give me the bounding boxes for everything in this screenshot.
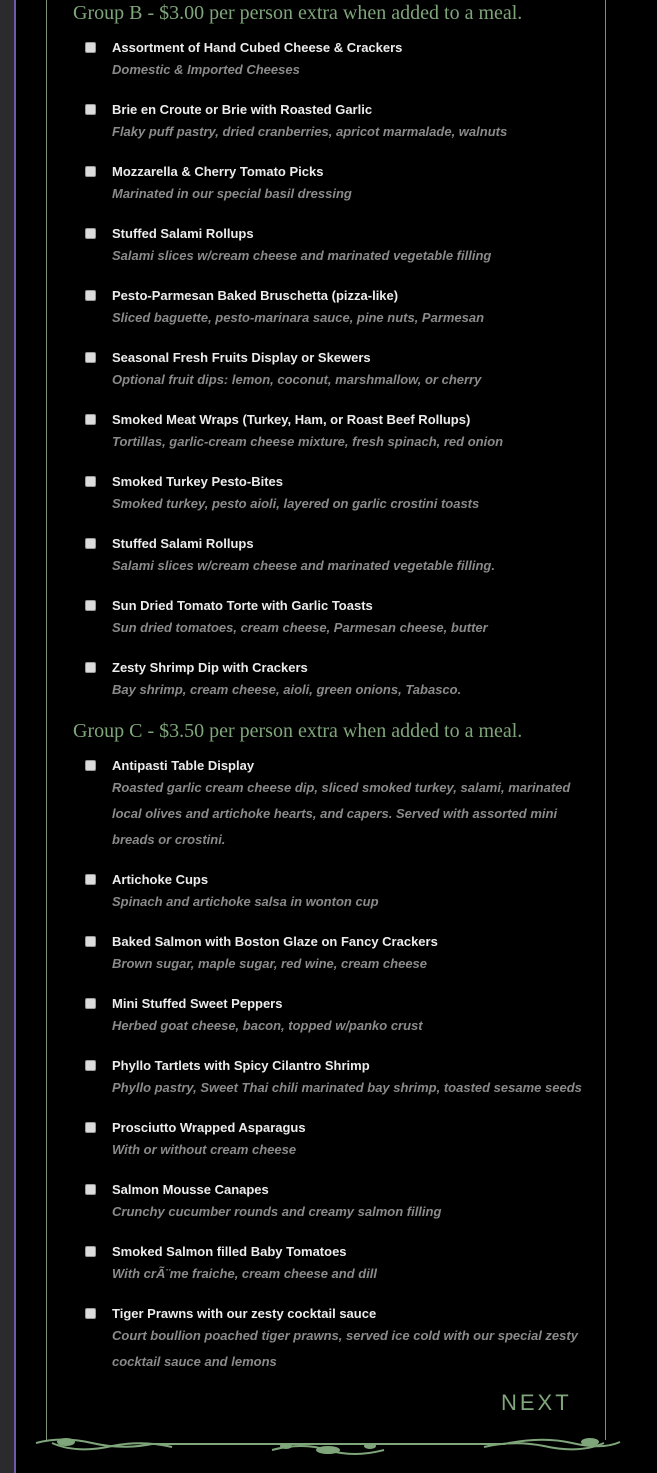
item-checkbox[interactable] — [85, 42, 96, 53]
item-checkbox[interactable] — [85, 874, 96, 885]
item-description: Court boullion poached tiger prawns, served ice cold with our special zesty cocktail sauce and lemons — [112, 1328, 578, 1369]
item-title: Salmon Mousse Canapes — [112, 1182, 269, 1197]
item-title: Mini Stuffed Sweet Peppers — [112, 996, 283, 1011]
item-description: Optional fruit dips: lemon, coconut, marshmallow, or cherry — [112, 372, 482, 387]
item-title: Brie en Croute or Brie with Roasted Garlic — [112, 102, 373, 117]
item-title: Stuffed Salami Rollups — [112, 226, 254, 241]
item-checkbox[interactable] — [85, 166, 96, 177]
item-title: Stuffed Salami Rollups — [112, 536, 254, 551]
item-checkbox[interactable] — [85, 1246, 96, 1257]
item-title: Tiger Prawns with our zesty cocktail sauce — [112, 1306, 377, 1321]
group-b-heading: Group B - $3.00 per person extra when added to a meal. — [73, 2, 523, 24]
menu-panel — [46, 0, 606, 1440]
item-checkbox[interactable] — [85, 414, 96, 425]
item-description: Smoked turkey, pesto aioli, layered on garlic crostini toasts — [112, 496, 480, 511]
item-description: Crunchy cucumber rounds and creamy salmon filling — [112, 1204, 442, 1219]
item-checkbox[interactable] — [85, 760, 96, 771]
item-description: Spinach and artichoke salsa in wonton cup — [112, 894, 379, 909]
item-title: Zesty Shrimp Dip with Crackers — [112, 660, 308, 675]
item-description: Tortillas, garlic-cream cheese mixture, fresh spinach, red onion — [112, 434, 504, 449]
item-title: Assortment of Hand Cubed Cheese & Crackers — [112, 40, 403, 55]
group-c-heading: Group C - $3.50 per person extra when added to a meal. — [73, 720, 523, 742]
item-description: Brown sugar, maple sugar, red wine, cream cheese — [112, 956, 428, 971]
item-title: Sun Dried Tomato Torte with Garlic Toasts — [112, 598, 373, 613]
item-title: Smoked Turkey Pesto-Bites — [112, 474, 283, 489]
left-rail-divider — [14, 0, 16, 1473]
item-checkbox[interactable] — [85, 476, 96, 487]
next-button[interactable]: NEXT — [501, 1390, 572, 1415]
item-checkbox[interactable] — [85, 104, 96, 115]
item-title: Antipasti Table Display — [112, 758, 255, 773]
item-title: Phyllo Tartlets with Spicy Cilantro Shrimp — [112, 1058, 370, 1073]
item-title: Smoked Salmon filled Baby Tomatoes — [112, 1244, 347, 1259]
left-rail — [0, 0, 14, 1473]
item-description: Flaky puff pastry, dried cranberries, apricot marmalade, walnuts — [112, 124, 508, 139]
item-description: Sliced baguette, pesto-marinara sauce, pine nuts, Parmesan — [112, 310, 485, 325]
item-description: Marinated in our special basil dressing — [112, 186, 352, 201]
item-checkbox[interactable] — [85, 228, 96, 239]
item-description: With crÃ¨me fraiche, cream cheese and dill — [112, 1266, 378, 1281]
item-description: Salami slices w/cream cheese and marinated vegetable filling. — [112, 558, 495, 573]
item-checkbox[interactable] — [85, 1184, 96, 1195]
item-description: Phyllo pastry, Sweet Thai chili marinated bay shrimp, toasted sesame seeds — [112, 1080, 582, 1095]
item-description: Sun dried tomatoes, cream cheese, Parmesan cheese, butter — [112, 620, 488, 635]
item-title: Mozzarella & Cherry Tomato Picks — [112, 164, 324, 179]
item-checkbox[interactable] — [85, 1060, 96, 1071]
item-title: Baked Salmon with Boston Glaze on Fancy Crackers — [112, 934, 438, 949]
item-description: Salami slices w/cream cheese and marinated vegetable filling — [112, 248, 492, 263]
item-title: Pesto-Parmesan Baked Bruschetta (pizza-like) — [112, 288, 399, 303]
item-checkbox[interactable] — [85, 290, 96, 301]
item-checkbox[interactable] — [85, 936, 96, 947]
item-title: Seasonal Fresh Fruits Display or Skewers — [112, 350, 371, 365]
item-checkbox[interactable] — [85, 1122, 96, 1133]
item-description: Domestic & Imported Cheeses — [112, 62, 300, 77]
item-checkbox[interactable] — [85, 600, 96, 611]
item-checkbox[interactable] — [85, 998, 96, 1009]
item-description: Roasted garlic cream cheese dip, sliced smoked turkey, salami, marinated local olives and artichoke hearts, and capers. Served with assorted mini breads or crostini. — [112, 780, 571, 847]
item-title: Artichoke Cups — [112, 872, 209, 887]
item-checkbox[interactable] — [85, 538, 96, 549]
decorative-vine-divider-icon — [32, 1432, 624, 1460]
item-title: Prosciutto Wrapped Asparagus — [112, 1120, 306, 1135]
item-checkbox[interactable] — [85, 662, 96, 673]
item-description: Bay shrimp, cream cheese, aioli, green onions, Tabasco. — [112, 682, 462, 697]
item-checkbox[interactable] — [85, 1308, 96, 1319]
item-description: Herbed goat cheese, bacon, topped w/panko crust — [112, 1018, 423, 1033]
item-checkbox[interactable] — [85, 352, 96, 363]
item-title: Smoked Meat Wraps (Turkey, Ham, or Roast Beef Rollups) — [112, 412, 471, 427]
item-description: With or without cream cheese — [112, 1142, 297, 1157]
